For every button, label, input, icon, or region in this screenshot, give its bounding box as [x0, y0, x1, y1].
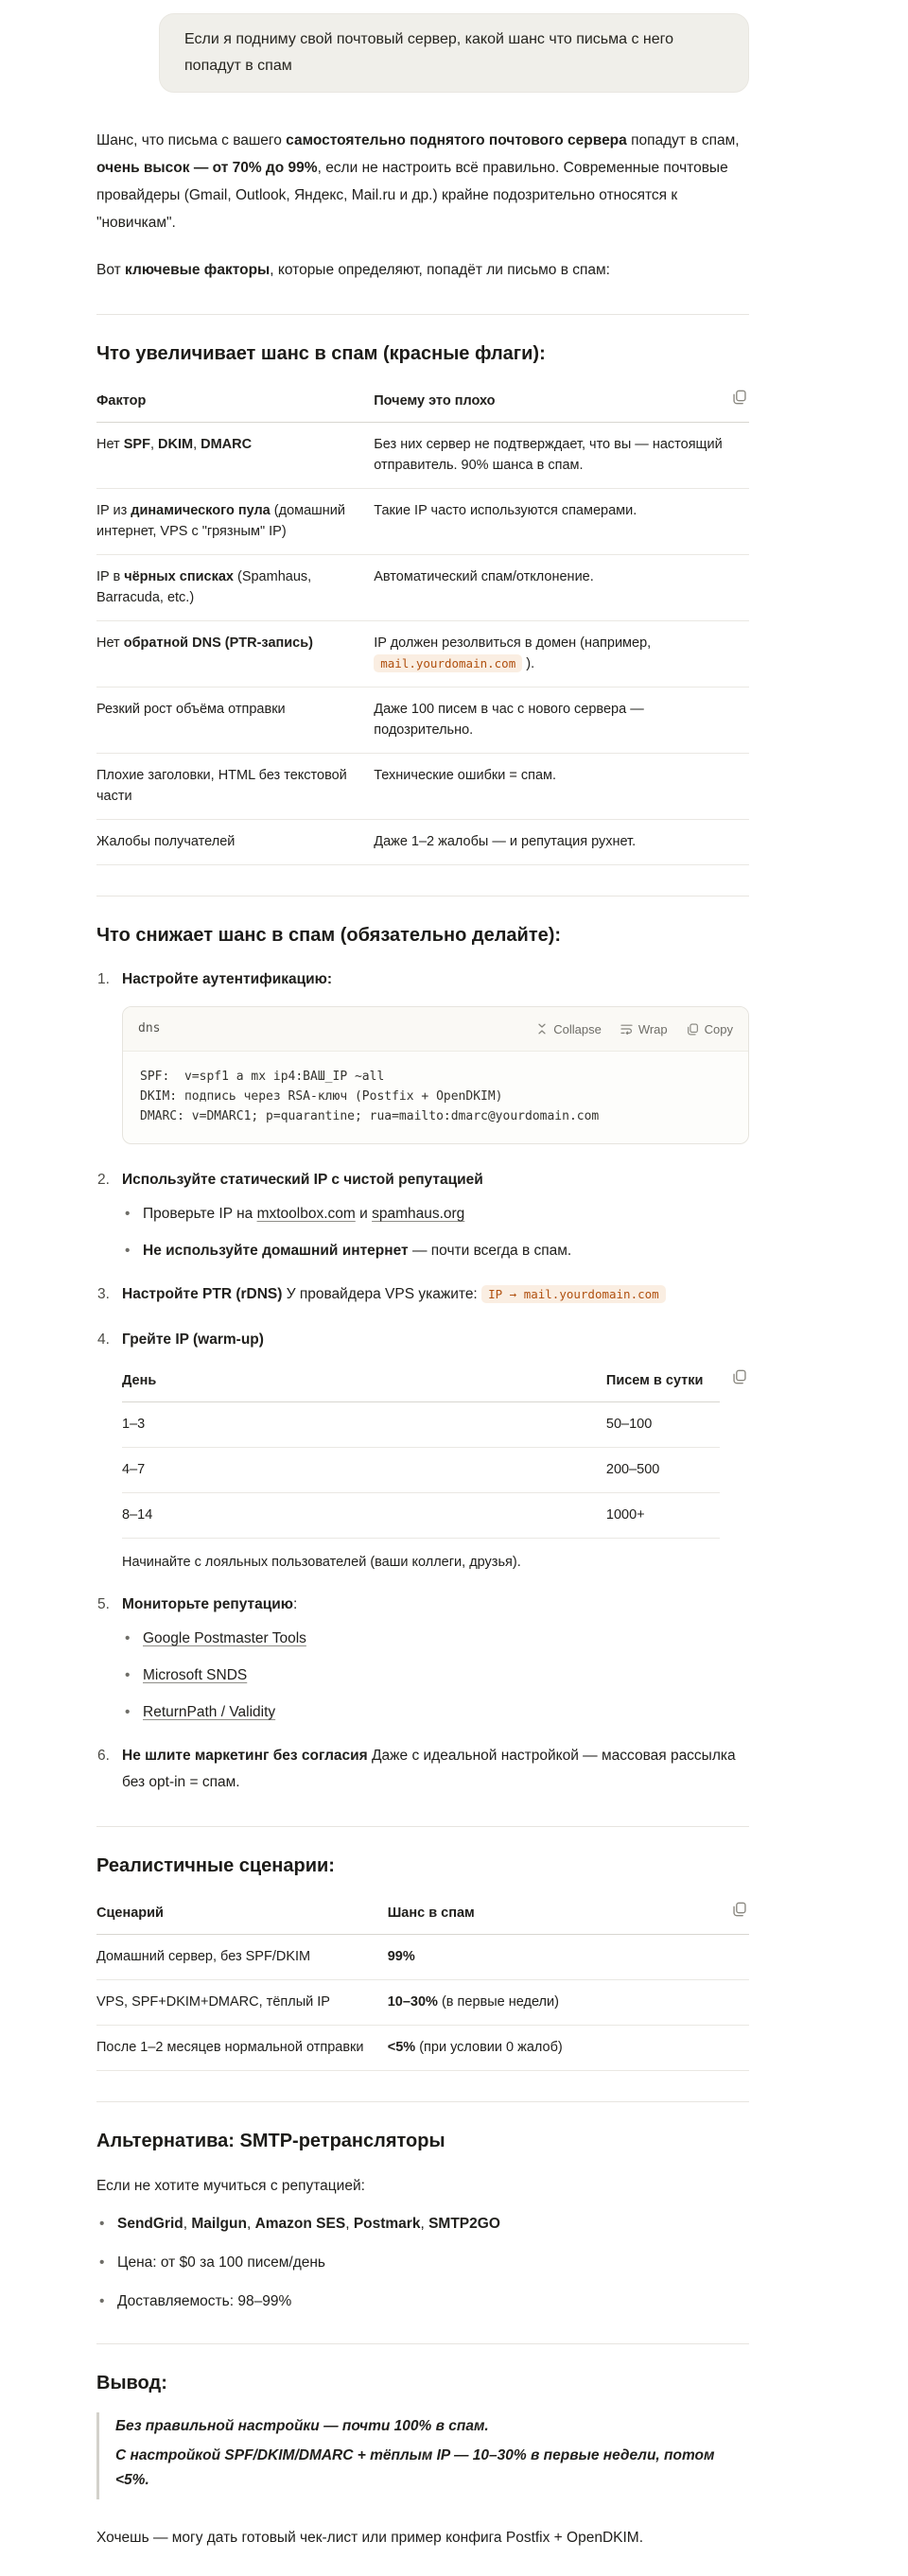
section-conclusion [96, 2343, 749, 2551]
code-block [122, 1006, 749, 1144]
table-row: Жалобы получателей Даже 1–2 жалобы — и репутация рухнет. [96, 820, 749, 865]
link-returnpath[interactable]: ReturnPath / Validity [143, 1704, 276, 1720]
bullet-item: • SendGrid, Mailgun, Amazon SES, Postmark, SMTP2GO [96, 2213, 749, 2236]
code-content [123, 1052, 748, 1143]
copy-button[interactable]: Copy [687, 1022, 733, 1036]
nested-bullet-list [122, 1203, 749, 1262]
collapse-button[interactable]: Collapse [536, 1022, 602, 1036]
table-row: 8–14 1000+ [122, 1493, 720, 1539]
table-row: 4–7 200–500 [122, 1448, 720, 1493]
quote-line: С настройкой SPF/DKIM/DMARC + тёплым IP — 10–30% в первые недели, потом <5%. [115, 2447, 715, 2488]
final-offer-paragraph: Хочешь — могу дать готовый чек-лист или пример конфига Postfix + OpenDKIM. [96, 2530, 644, 2546]
table-row: IP из динамического пула (домашний интернет, VPS с "грязным" IP) Такие IP часто используются спамерами. [96, 489, 749, 555]
col-header-scenario: Сценарий [96, 1897, 388, 1935]
link-google-postmaster[interactable]: Google Postmaster Tools [143, 1630, 306, 1646]
section-red-flags [96, 314, 749, 865]
table-row: Домашний сервер, без SPF/DKIM 99% [96, 1935, 749, 1980]
intro-paragraph: Шанс, что письма с вашего самостоятельно поднятого почтового сервера попадут в спам, очень высок — от 70% до 99%, если не настроить всё правильно. Современные почтовые провайдеры (Gmail, Outlook, Яндекс, Mail.ru и др.) крайне подозрительно относятся к "новичкам". [96, 132, 740, 231]
code-line: DKIM: подпись через RSA-ключ (Postfix + OpenDKIM) [140, 1089, 503, 1104]
red-flags-title: Что увеличивает шанс в спам (красные флаги): [96, 343, 546, 364]
wrap-button[interactable]: Wrap [620, 1022, 668, 1036]
warmup-note: Начинайте с лояльных пользователей (ваши коллеги, друзья). [122, 1555, 521, 1570]
table-row: 1–3 50–100 [122, 1402, 720, 1448]
list-item-auth: 1. Настройте аутентификацию: dns Collapse Wrap Copy SPF: v=spf1 a mx ip4:ВАШ_IP ~all DKIM: подпись через RSA-ключ (Postfix + OpenDKIM) DMARC: v=DMARC1; p=quarantine; rua=mailto:dmarc@yourdomain.com [96, 966, 749, 1144]
table-header-row [96, 385, 749, 423]
quote-line: Без правильной настройки — почти 100% в спам. [115, 2418, 489, 2434]
table-row: Плохие заголовки, HTML без текстовой части Технические ошибки = спам. [96, 754, 749, 820]
list-marker: 6. [97, 1748, 110, 1764]
copy-icon [687, 1023, 699, 1036]
reduce-list [96, 966, 749, 1796]
scenarios-table [96, 1897, 749, 2071]
list-item-warmup: 4. Грейте IP (warm-up) День Писем в сутки 1–3 50–100 4–7 200–500 8–14 1000+ Начинайте с лояльных пользователей (ваши коллеги, друзья). [96, 1327, 749, 1573]
list-marker: 3. [97, 1286, 110, 1302]
table-row: IP в чёрных списках (Spamhaus, Barracuda, etc.) Автоматический спам/отклонение. [96, 555, 749, 621]
red-flags-table [96, 385, 749, 865]
assistant-message [96, 127, 749, 2551]
table-row: После 1–2 месяцев нормальной отправки <5% (при условии 0 жалоб) [96, 2026, 749, 2071]
table-header-row [96, 1897, 749, 1935]
section-scenarios [96, 1826, 749, 2071]
scenarios-table-wrap [96, 1897, 749, 2071]
copy-icon[interactable] [732, 390, 749, 407]
section-reduce-spam [96, 896, 749, 1796]
table-header-row [122, 1365, 720, 1402]
list-marker: 4. [97, 1332, 110, 1348]
conclusion-quote [96, 2412, 749, 2499]
alternative-title: Альтернатива: SMTP-ретрансляторы [96, 2131, 445, 2151]
col-header-chance: Шанс в спам [388, 1897, 749, 1935]
reduce-title: Что снижает шанс в спам (обязательно делайте): [96, 925, 562, 946]
table-row: Нет обратной DNS (PTR-запись) IP должен резолвиться в домен (например, mail.yourdomain.com ). [96, 621, 749, 688]
conclusion-title: Вывод: [96, 2373, 167, 2393]
warmup-table [122, 1365, 720, 1539]
list-marker: 1. [97, 971, 110, 987]
list-item-ptr: 3. Настройте PTR (rDNS) У провайдера VPS укажите: IP → mail.yourdomain.com [96, 1281, 749, 1308]
code-block-header [123, 1007, 748, 1052]
chat-content [96, 0, 749, 2576]
col-header-factor: Фактор [96, 385, 374, 423]
bullet-item: • Доставляемость: 98–99% [96, 2290, 749, 2313]
section-alternative [96, 2101, 749, 2313]
list-marker: 5. [97, 1596, 110, 1612]
alternative-list [96, 2213, 749, 2313]
col-header-day: День [122, 1365, 606, 1402]
bullet-item [122, 1664, 749, 1687]
bullet-item [122, 1701, 749, 1724]
nested-bullet-list [122, 1627, 749, 1724]
alternative-intro: Если не хотите мучиться с репутацией: [96, 2178, 365, 2194]
scenarios-title: Реалистичные сценарии: [96, 1855, 335, 1876]
user-message-row [96, 13, 749, 93]
user-message-text: Если я подниму свой почтовый сервер, какой шанс что письма с него попадут в спам [184, 31, 674, 74]
bullet-item: • Проверьте IP на mxtoolbox.com и spamhaus.org [122, 1203, 749, 1226]
list-item-no-marketing: 6. Не шлите маркетинг без согласия Даже с идеальной настройкой — массовая рассылка без opt-in = спам. [96, 1743, 749, 1796]
bullet-item: • Цена: от $0 за 100 писем/день [96, 2252, 749, 2274]
collapse-icon [536, 1023, 548, 1035]
code-language-label: dns [138, 1021, 161, 1036]
list-item-monitor: 5. Мониторьте репутацию: • Google Postmaster Tools • Microsoft SNDS • ReturnPath / Validity [96, 1592, 749, 1724]
code-actions [536, 1022, 733, 1036]
bullet-item [122, 1627, 749, 1650]
link-microsoft-snds[interactable]: Microsoft SNDS [143, 1667, 248, 1683]
code-line: SPF: v=spf1 a mx ip4:ВАШ_IP ~all [140, 1070, 385, 1084]
table-row: Резкий рост объёма отправки Даже 100 писем в час с нового сервера — подозрительно. [96, 688, 749, 754]
col-header-why: Почему это плохо [374, 385, 749, 423]
list-marker: 2. [97, 1172, 110, 1188]
copy-icon[interactable] [732, 1369, 749, 1386]
table-row: Нет SPF, DKIM, DMARC Без них сервер не подтверждает, что вы — настоящий отправитель. 90% шанса в спам. [96, 423, 749, 489]
bullet-item: • Не используйте домашний интернет — почти всегда в спам. [122, 1240, 749, 1262]
table-row: VPS, SPF+DKIM+DMARC, тёплый IP 10–30% (в первые недели) [96, 1980, 749, 2026]
copy-icon[interactable] [732, 1902, 749, 1919]
wrap-icon [620, 1023, 633, 1035]
list-item-static-ip: 2. Используйте статический IP с чистой репутацией • Проверьте IP на mxtoolbox.com и spamhaus.org • Не используйте домашний интернет — почти всегда в спам. [96, 1167, 749, 1262]
user-message-bubble [159, 13, 749, 93]
warmup-table-wrap [122, 1365, 749, 1539]
code-line: DMARC: v=DMARC1; p=quarantine; rua=mailto:dmarc@yourdomain.com [140, 1109, 600, 1123]
red-flags-table-wrap [96, 385, 749, 865]
key-factors-paragraph: Вот ключевые факторы, которые определяют, попадёт ли письмо в спам: [96, 262, 610, 278]
col-header-per-day: Писем в сутки [606, 1365, 720, 1402]
